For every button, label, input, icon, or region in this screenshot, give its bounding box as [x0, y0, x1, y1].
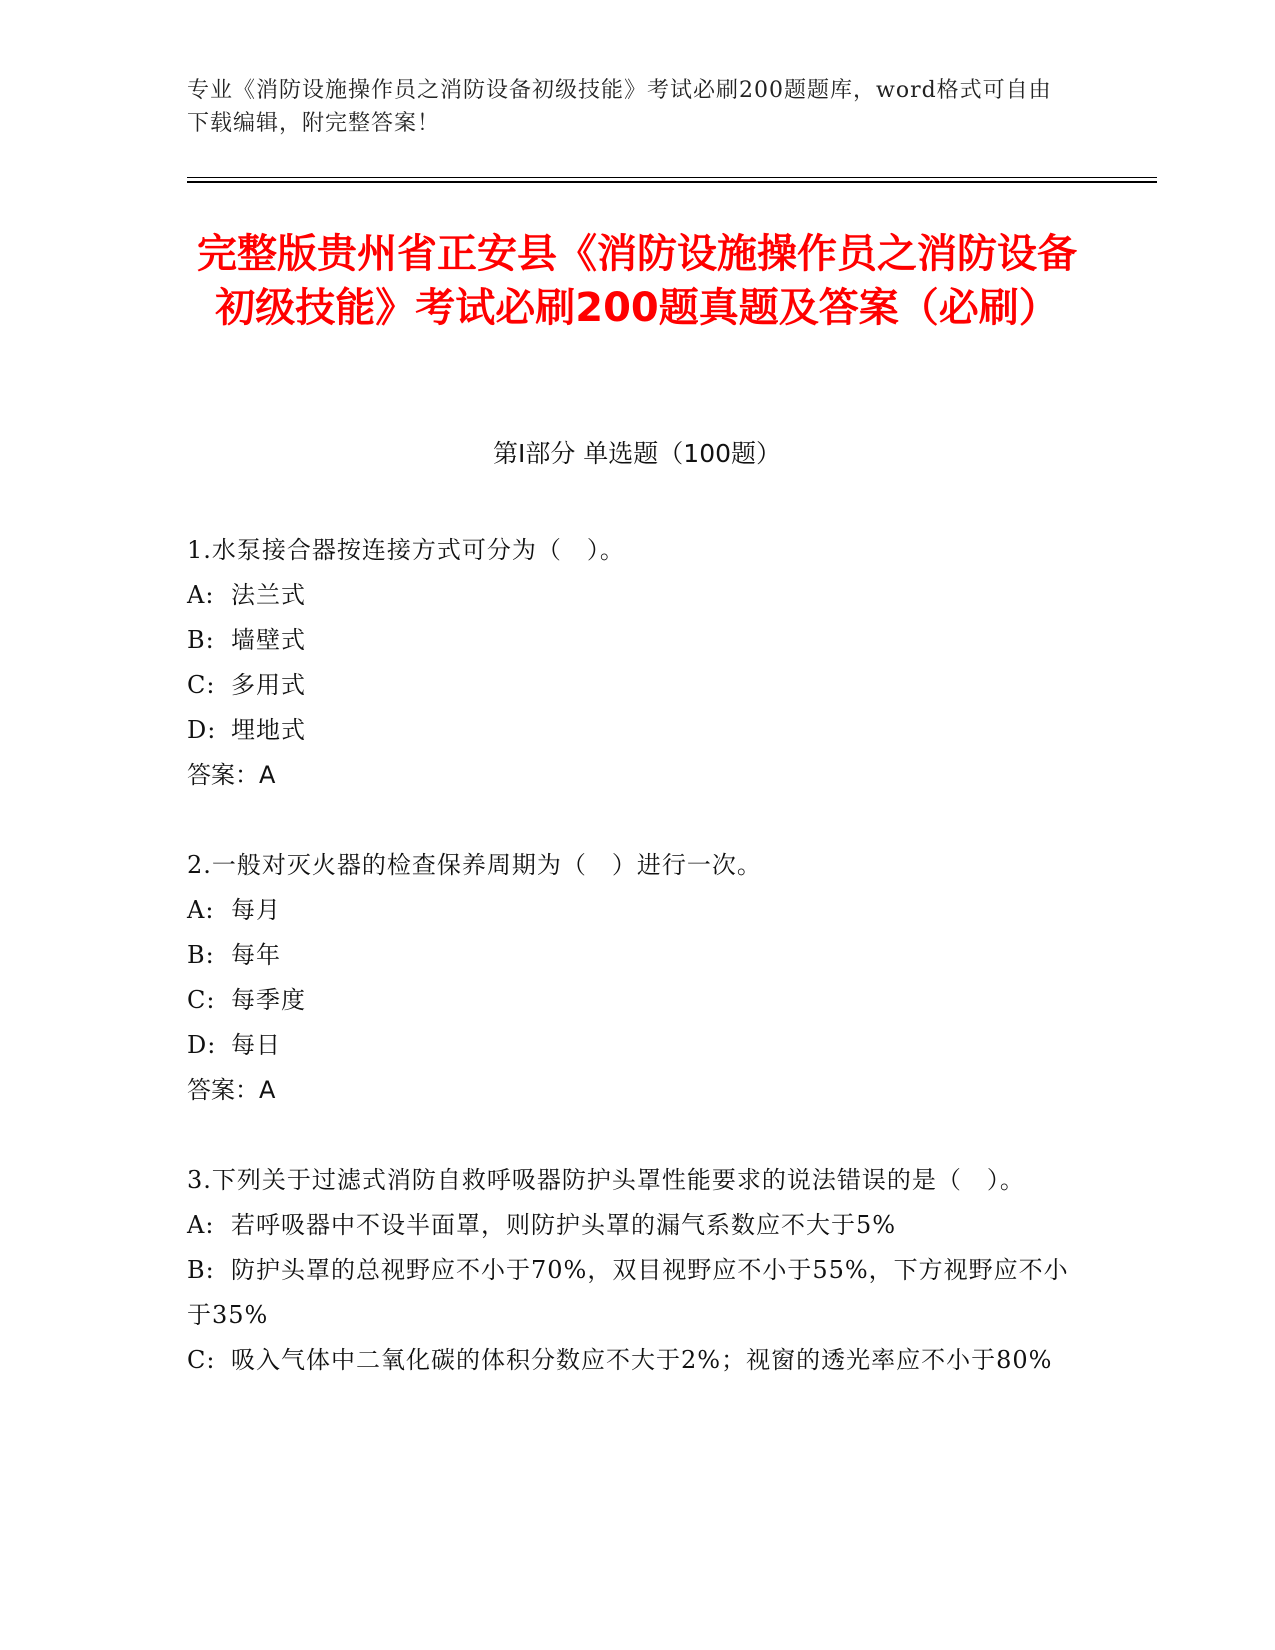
option-a — [187, 888, 1077, 933]
option-text: 墙壁式 — [231, 626, 306, 654]
option-letter: A: — [187, 1211, 215, 1239]
option-text: 每日 — [231, 1031, 281, 1059]
section-title: 第I部分 单选题（100题） — [492, 439, 782, 468]
option-b — [187, 618, 1077, 663]
question-stem: 1.水泵接合器按连接方式可分为（ ）。 — [187, 536, 625, 564]
answer: 答案：A — [187, 761, 276, 789]
option-c — [187, 1338, 1077, 1383]
question-1 — [187, 528, 1077, 798]
option-text: 若呼吸器中不设半面罩，则防护头罩的漏气系数应不大于5% — [231, 1211, 897, 1239]
header-note: 专业《消防设施操作员之消防设备初级技能》考试必刷200题题库，word格式可自由下载编辑，附完整答案！ — [187, 78, 1052, 136]
option-letter: C: — [187, 1346, 216, 1374]
option-letter: D: — [187, 1031, 217, 1059]
option-letter: A: — [187, 896, 215, 924]
option-c — [187, 663, 1077, 708]
option-a — [187, 573, 1077, 618]
option-text: 每年 — [231, 941, 281, 969]
option-text: 吸入气体中二氧化碳的体积分数应不大于2%；视窗的透光率应不小于80% — [231, 1346, 1053, 1374]
option-letter: A: — [187, 581, 215, 609]
question-3 — [187, 1158, 1077, 1383]
document-title: 完整版贵州省正安县《消防设施操作员之消防设备初级技能》考试必刷200题真题及答案（必刷） — [197, 231, 1077, 331]
question-stem: 2.一般对灭火器的检查保养周期为（ ）进行一次。 — [187, 851, 762, 879]
header-divider-thick — [187, 181, 1157, 183]
option-letter: B: — [187, 1256, 215, 1284]
option-letter: C: — [187, 986, 216, 1014]
option-text: 法兰式 — [231, 581, 306, 609]
option-letter: B: — [187, 626, 215, 654]
option-a — [187, 1203, 1077, 1248]
option-text: 每月 — [231, 896, 281, 924]
answer: 答案：A — [187, 1076, 276, 1104]
option-d — [187, 708, 1077, 753]
question-2 — [187, 843, 1077, 1113]
option-b — [187, 1248, 1077, 1338]
header-divider-thin — [187, 177, 1157, 178]
option-b — [187, 933, 1077, 978]
question-list — [187, 528, 1077, 1428]
option-letter: B: — [187, 941, 215, 969]
option-c — [187, 978, 1077, 1023]
option-text: 多用式 — [231, 671, 306, 699]
option-text: 防护头罩的总视野应不小于70%，双目视野应不小于55%，下方视野应不小于35% — [187, 1256, 1069, 1329]
option-text: 埋地式 — [231, 716, 306, 744]
option-letter: C: — [187, 671, 216, 699]
question-stem: 3.下列关于过滤式消防自救呼吸器防护头罩性能要求的说法错误的是（ ）。 — [187, 1166, 1025, 1194]
option-d — [187, 1023, 1077, 1068]
option-text: 每季度 — [231, 986, 306, 1014]
option-letter: D: — [187, 716, 217, 744]
